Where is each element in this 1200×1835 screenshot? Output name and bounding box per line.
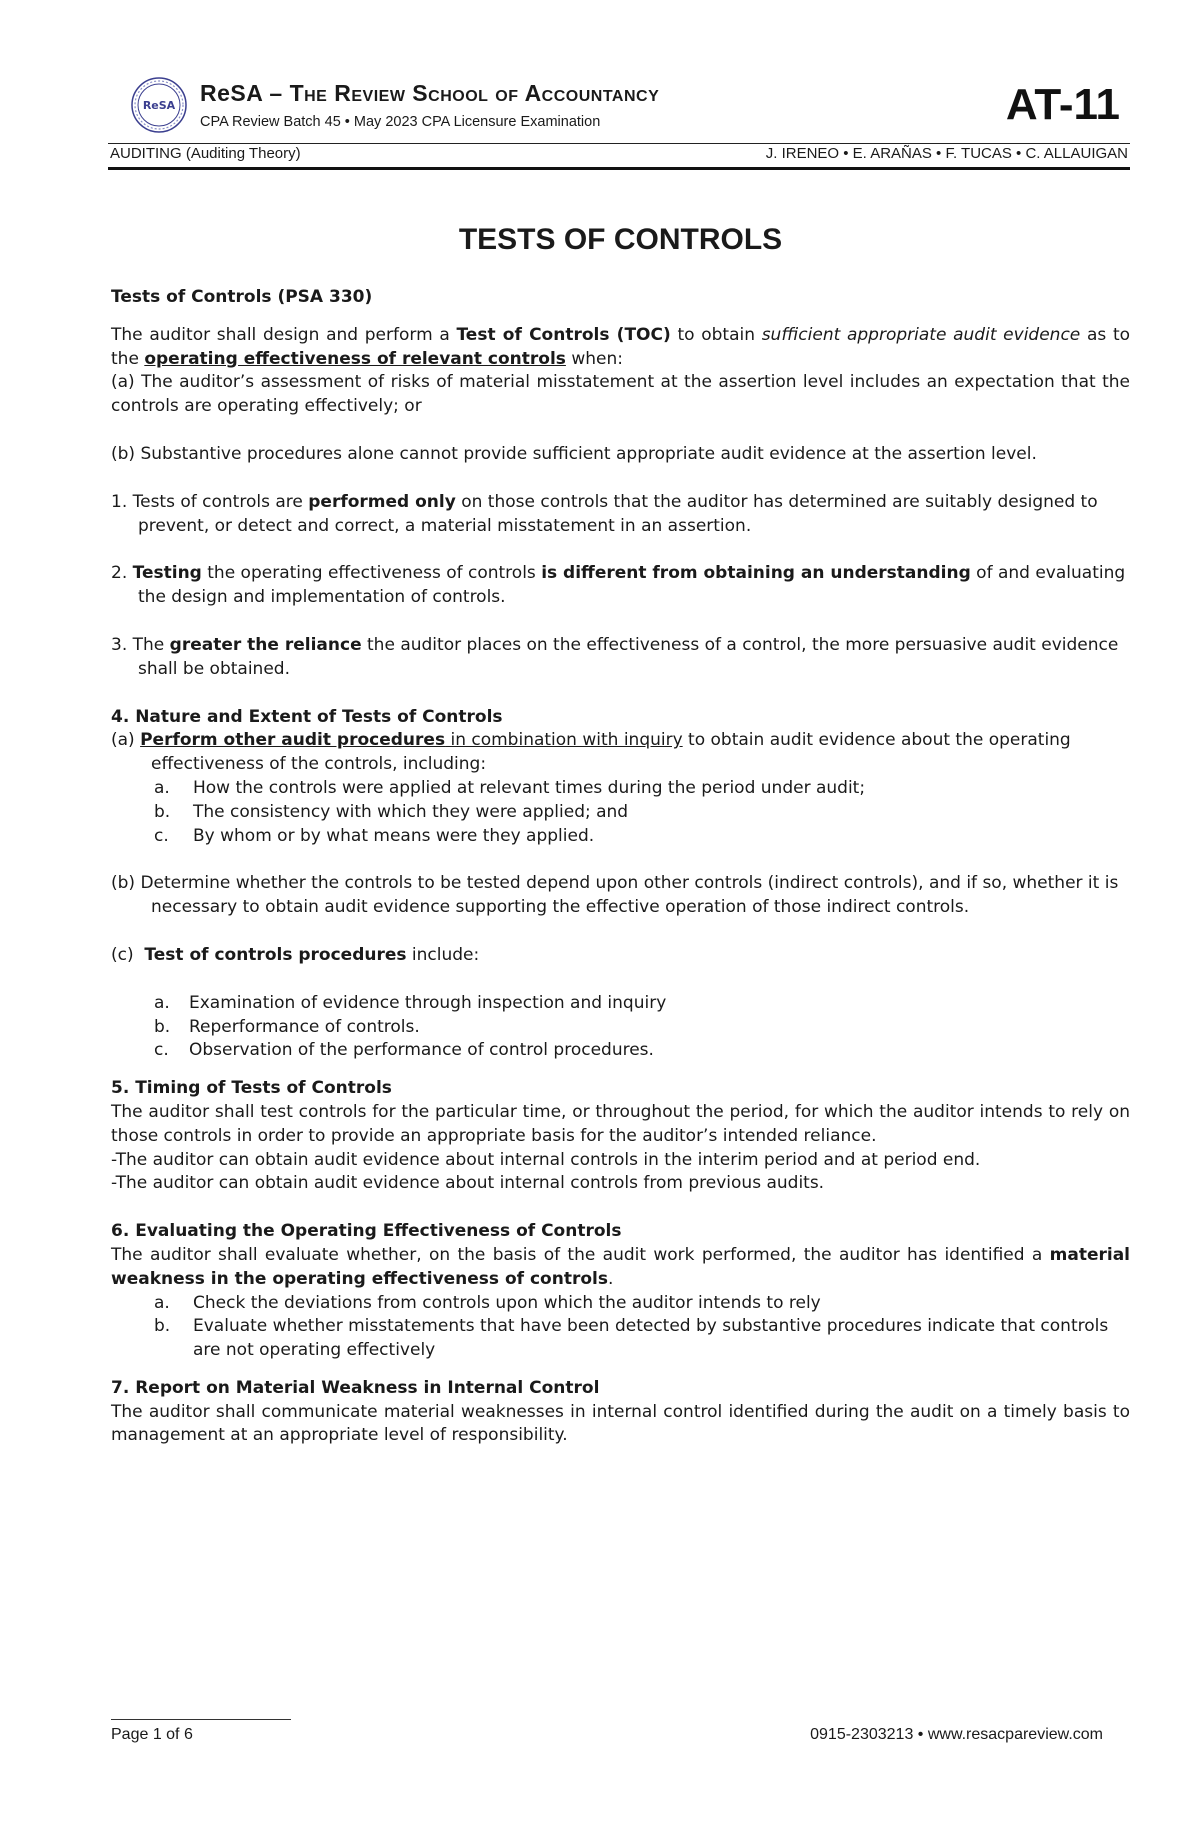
intro-paragraph: The auditor shall design and perform a Test of Controls (TOC) to obtain sufficient appropriate audit evidence as to the operating effectiveness of relevant controls when: [111, 324, 1131, 369]
section-4-b: (b) Determine whether the controls to be tested depend upon other controls (indirect controls), and if so, whether it is necessary to obtain audit evidence supporting the effective operation of those indirect controls. [111, 873, 1119, 918]
svg-text:ReSA: ReSA [142, 99, 176, 112]
section-6-list [111, 1292, 1130, 1363]
section-6-paragraph: The auditor shall evaluate whether, on the basis of the audit work performed, the auditor has identified a material weakness in the operating effectiveness of controls. [111, 1244, 1130, 1289]
list-item: a. Check the deviations from controls upon which the auditor intends to rely [154, 1292, 821, 1313]
page-number: Page 1 of 6 [111, 1726, 193, 1743]
section-5-note-1: -The auditor can obtain audit evidence about internal controls in the interim period and at period end. [111, 1149, 981, 1170]
intro-condition-a: (a) The auditor’s assessment of risks of material misstatement at the assertion level includes an expectation that the controls are operating effectively; or [111, 372, 1130, 417]
batch-info: CPA Review Batch 45 • May 2023 CPA Licensure Examination [200, 114, 601, 130]
point-1: 1. Tests of controls are performed only on those controls that the auditor has determined are suitably designed to prevent, or detect and correct, a material misstatement in an assertion. [111, 491, 1098, 536]
resa-seal-logo [130, 76, 188, 134]
section-6-heading: 6. Evaluating the Operating Effectiveness of Controls [111, 1221, 622, 1242]
list-item: b. Reperformance of controls. [154, 1016, 420, 1037]
handout-code: AT-11 [1005, 80, 1120, 129]
list-item: c. Observation of the performance of control procedures. [154, 1040, 654, 1061]
list-item: c. By whom or by what means were they applied. [154, 825, 595, 846]
section-4-c: (c) Test of controls procedures include: [111, 944, 480, 965]
point-3: 3. The greater the reliance the auditor places on the effectiveness of a control, the more persuasive audit evidence shall be obtained. [111, 634, 1119, 679]
footer-rule [111, 1719, 291, 1720]
header-rule-thick [108, 167, 1130, 170]
list-item: b. Evaluate whether misstatements that have been detected by substantive procedures indicate that controls are not operating effectively [154, 1316, 1109, 1361]
intro-condition-b: (b) Substantive procedures alone cannot provide sufficient appropriate audit evidence at the assertion level. [111, 443, 1037, 464]
section-5-paragraph: The auditor shall test controls for the particular time, or throughout the period, for which the auditor intends to rely on those controls in order to provide an appropriate basis for the auditor’s intended reliance. [111, 1101, 1130, 1146]
intro-heading: Tests of Controls (PSA 330) [111, 287, 373, 307]
authors-label: J. IRENEO • E. ARAÑAS • F. TUCAS • C. ALLAUIGAN [765, 145, 1128, 162]
subject-label: AUDITING (Auditing Theory) [110, 145, 301, 162]
section-4-c-list [111, 992, 1130, 1063]
section-5-heading: 5. Timing of Tests of Controls [111, 1078, 392, 1099]
page-title: TESTS OF CONTROLS [458, 223, 783, 256]
list-item: b. The consistency with which they were applied; and [154, 801, 629, 822]
section-4-a-list [111, 777, 1130, 848]
list-item: a. Examination of evidence through inspection and inquiry [154, 992, 667, 1013]
document-body [111, 220, 1130, 1448]
school-name: ReSA – The Review School of Accountancy [200, 80, 660, 106]
section-4-heading: 4. Nature and Extent of Tests of Controls [111, 706, 503, 727]
list-item: a. How the controls were applied at relevant times during the period under audit; [154, 777, 866, 798]
header-rule [108, 143, 1130, 144]
section-5-note-2: -The auditor can obtain audit evidence about internal controls from previous audits. [111, 1173, 825, 1194]
section-4-a: (a) Perform other audit procedures in combination with inquiry to obtain audit evidence about the operating effectiveness of the controls, including: [111, 730, 1071, 775]
point-2: 2. Testing the operating effectiveness of controls is different from obtaining an understanding of and evaluating the design and implementation of controls. [111, 563, 1126, 608]
section-7-paragraph: The auditor shall communicate material weaknesses in internal control identified during the audit on a timely basis to management at an appropriate level of responsibility. [111, 1401, 1130, 1446]
section-7-heading: 7. Report on Material Weakness in Internal Control [111, 1377, 600, 1398]
contact-info: 0915-2303213 • www.resacpareview.com [810, 1726, 1103, 1743]
